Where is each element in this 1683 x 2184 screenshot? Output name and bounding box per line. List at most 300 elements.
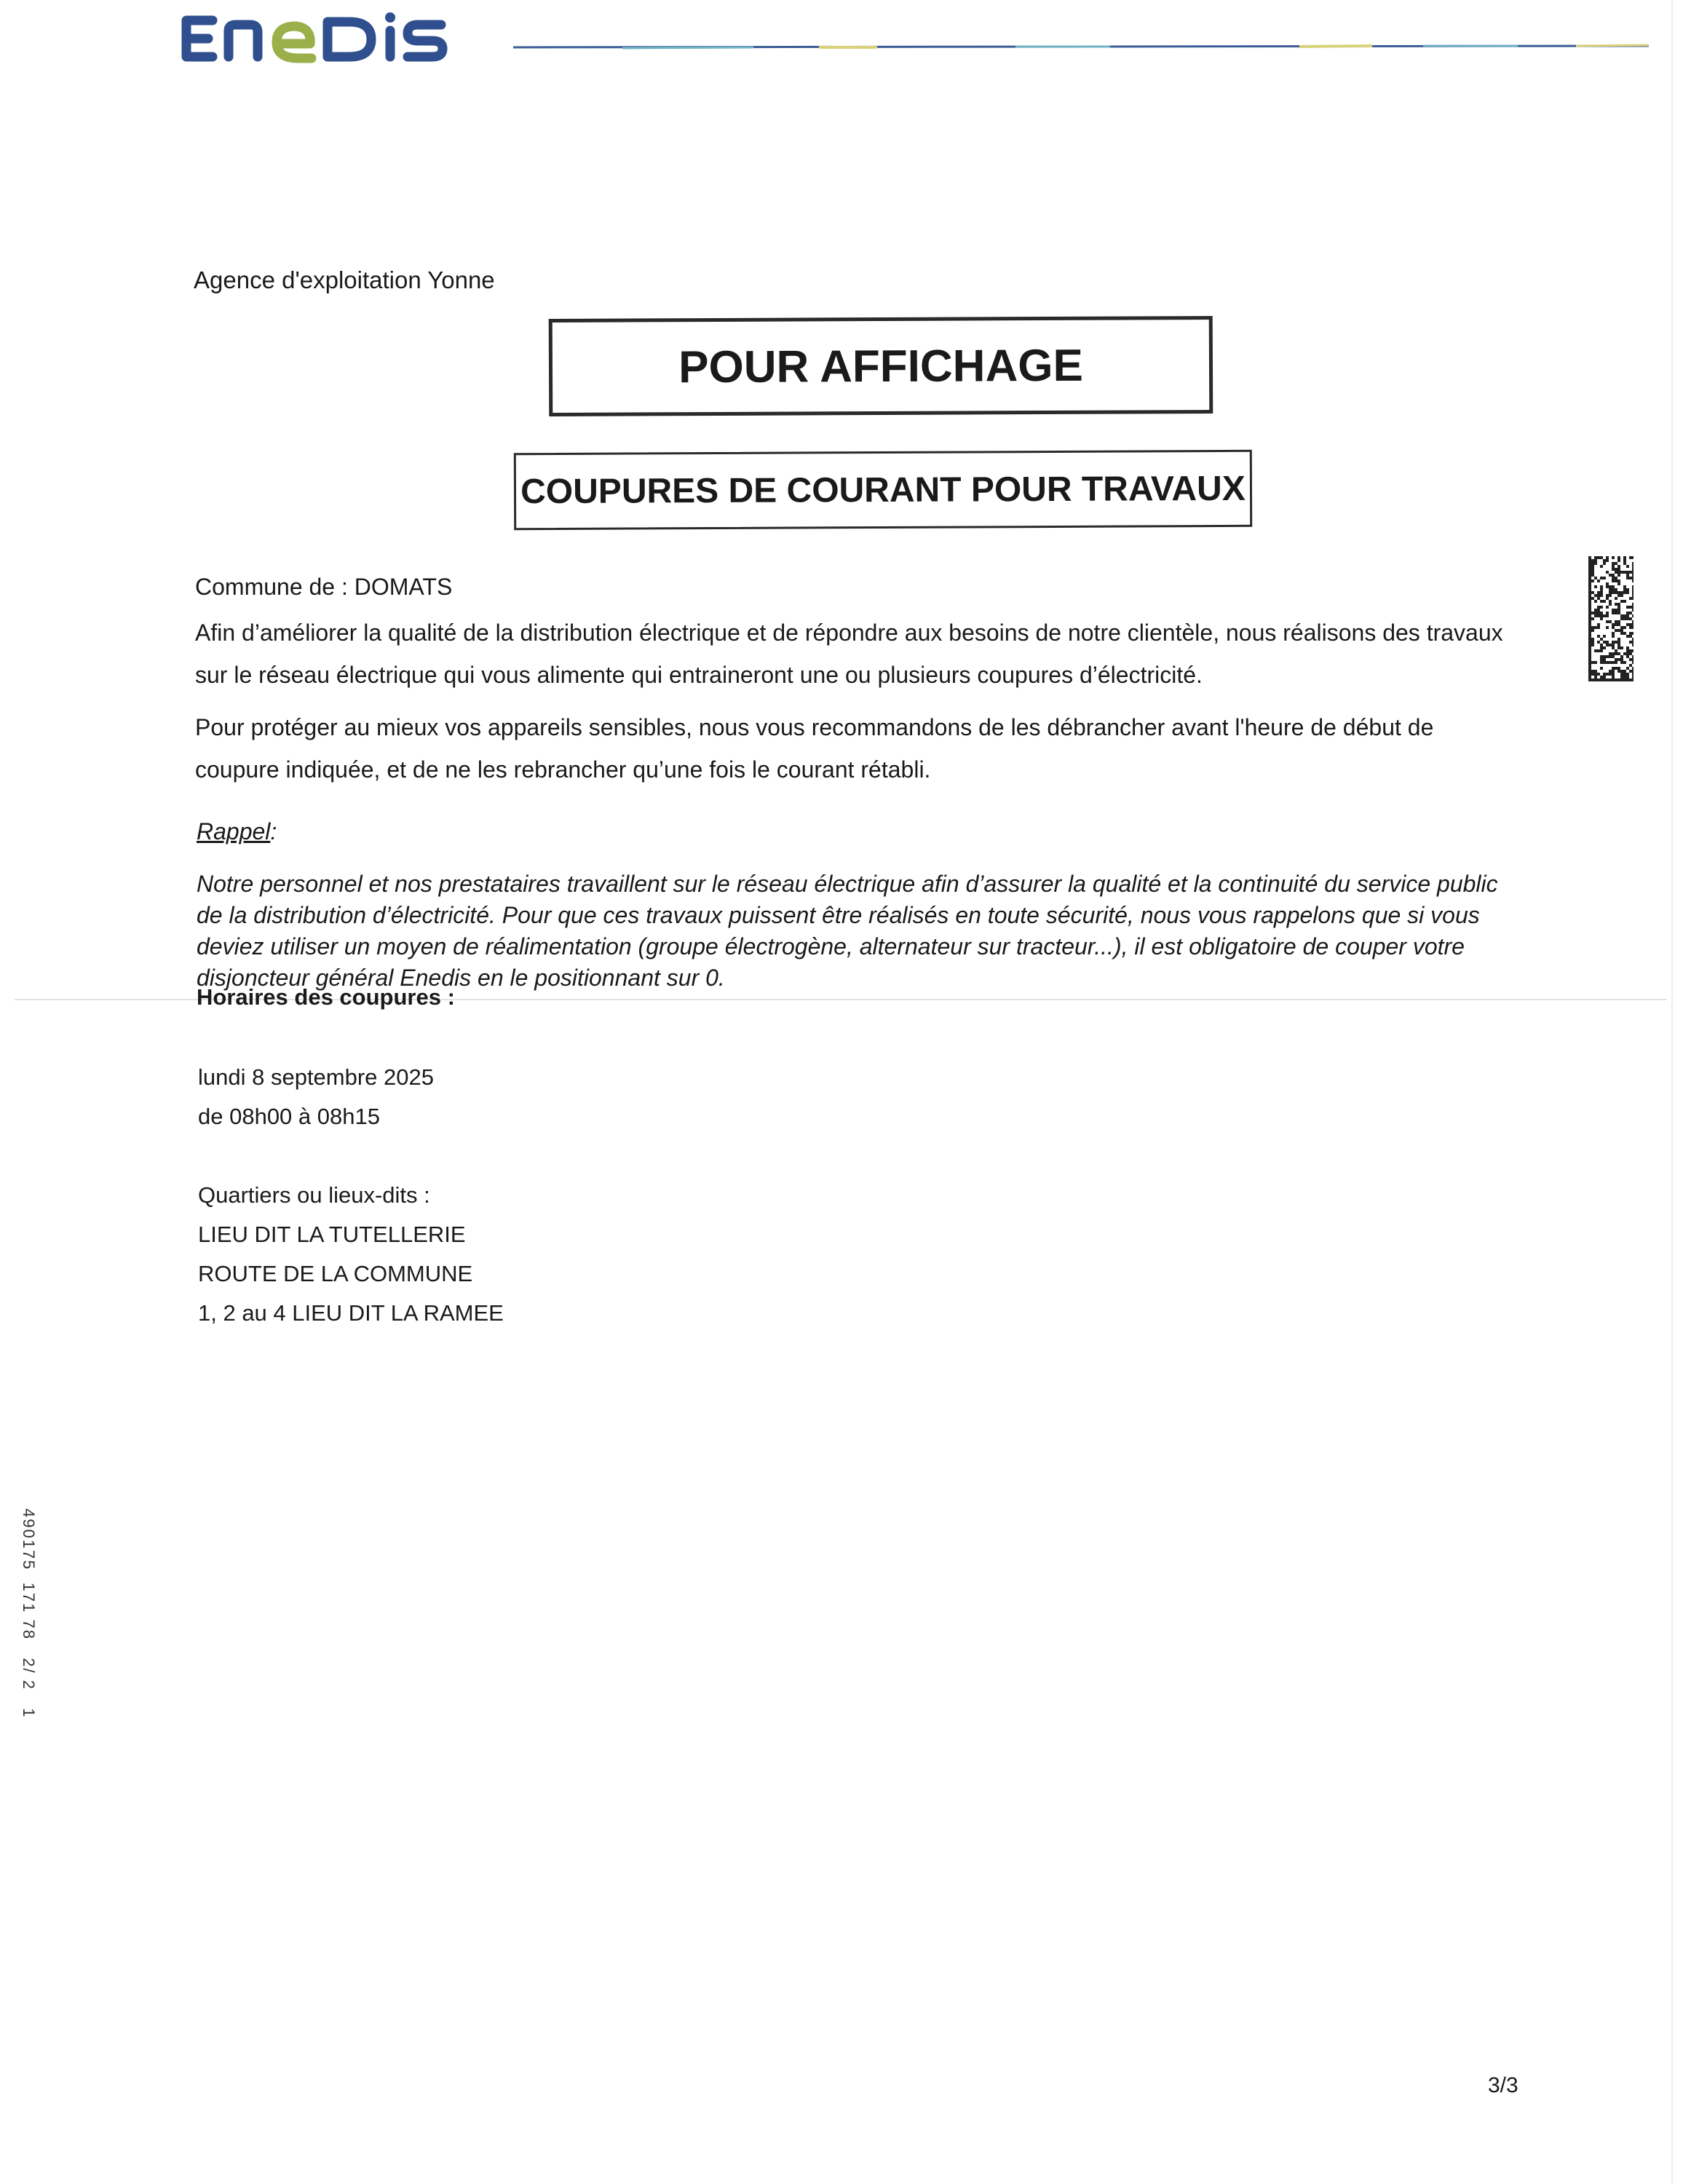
datamatrix-cell: [1612, 676, 1615, 678]
datamatrix-cell: [1617, 574, 1620, 577]
datamatrix-cell: [1632, 591, 1634, 594]
datamatrix-cell: [1600, 588, 1603, 591]
datamatrix-cell: [1612, 574, 1615, 577]
locations-heading: Quartiers ou lieux-dits :: [198, 1182, 430, 1208]
datamatrix-cell: [1588, 655, 1591, 658]
datamatrix-cell: [1629, 641, 1632, 644]
datamatrix-cell: [1588, 571, 1591, 574]
datamatrix-cell: [1626, 678, 1629, 681]
location-item: LIEU DIT LA TUTELLERIE: [198, 1222, 466, 1247]
datamatrix-cell: [1603, 658, 1606, 661]
datamatrix-cell: [1632, 585, 1634, 588]
datamatrix-cell: [1603, 641, 1606, 644]
datamatrix-cell: [1591, 644, 1594, 646]
datamatrix-cell: [1603, 600, 1606, 603]
datamatrix-cell: [1600, 591, 1603, 594]
datamatrix-cell: [1632, 594, 1634, 597]
datamatrix-cell: [1620, 629, 1623, 632]
datamatrix-cell: [1626, 606, 1629, 609]
recommendation-paragraph: Pour protéger au mieux vos appareils sensibles, nous vous recommandons de les débrancher avant l'heure de début de coupure indiquée, et de ne les rebrancher qu’une fois le courant rétabli.: [195, 714, 1434, 783]
datamatrix-cell: [1609, 652, 1612, 655]
datamatrix-cell: [1620, 670, 1623, 673]
datamatrix-cell: [1600, 646, 1603, 649]
datamatrix-cell: [1600, 655, 1603, 658]
datamatrix-cell: [1615, 620, 1617, 623]
datamatrix-cell: [1632, 606, 1634, 609]
datamatrix-cell: [1612, 565, 1615, 568]
datamatrix-cell: [1632, 579, 1634, 582]
datamatrix-cell: [1603, 559, 1606, 562]
datamatrix-cell: [1612, 591, 1615, 594]
datamatrix-cell: [1626, 655, 1629, 658]
datamatrix-cell: [1597, 606, 1600, 609]
datamatrix-cell: [1615, 641, 1617, 644]
datamatrix-cell: [1623, 670, 1626, 673]
datamatrix-cell: [1594, 600, 1597, 603]
datamatrix-cell: [1617, 678, 1620, 681]
datamatrix-cell: [1588, 626, 1591, 629]
datamatrix-cell: [1617, 670, 1620, 673]
datamatrix-cell: [1597, 609, 1600, 612]
datamatrix-cell: [1615, 591, 1617, 594]
document-reference-code: 490175 171 78 2/ 2 1: [20, 1508, 38, 1719]
datamatrix-cell: [1620, 626, 1623, 629]
datamatrix-cell: [1632, 577, 1634, 579]
datamatrix-cell: [1615, 678, 1617, 681]
datamatrix-cell: [1588, 664, 1591, 667]
datamatrix-cell: [1600, 617, 1603, 620]
datamatrix-cell: [1626, 646, 1629, 649]
datamatrix-cell: [1617, 620, 1620, 623]
datamatrix-cell: [1623, 673, 1626, 676]
datamatrix-cell: [1594, 626, 1597, 629]
datamatrix-cell: [1588, 620, 1591, 623]
datamatrix-cell: [1632, 649, 1634, 652]
datamatrix-cell: [1612, 678, 1615, 681]
datamatrix-cell: [1632, 623, 1634, 626]
datamatrix-cell: [1612, 646, 1615, 649]
datamatrix-cell: [1588, 667, 1591, 670]
datamatrix-cell: [1594, 559, 1597, 562]
datamatrix-cell: [1597, 594, 1600, 597]
datamatrix-cell: [1632, 667, 1634, 670]
datamatrix-cell: [1606, 594, 1609, 597]
datamatrix-cell: [1623, 585, 1626, 588]
datamatrix-cell: [1606, 641, 1609, 644]
datamatrix-cell: [1612, 585, 1615, 588]
datamatrix-cell: [1617, 568, 1620, 571]
datamatrix-cell: [1600, 612, 1603, 614]
datamatrix-cell: [1626, 676, 1629, 678]
datamatrix-cell: [1615, 579, 1617, 582]
datamatrix-cell: [1632, 644, 1634, 646]
datamatrix-cell: [1609, 591, 1612, 594]
datamatrix-cell: [1591, 638, 1594, 641]
datamatrix-cell: [1626, 588, 1629, 591]
datamatrix-cell: [1588, 609, 1591, 612]
datamatrix-cell: [1603, 661, 1606, 664]
datamatrix-cell: [1617, 591, 1620, 594]
location-item: 1, 2 au 4 LIEU DIT LA RAMEE: [198, 1300, 504, 1326]
datamatrix-cell: [1617, 556, 1620, 559]
datamatrix-cell: [1588, 556, 1591, 559]
datamatrix-cell: [1617, 658, 1620, 661]
datamatrix-cell: [1609, 594, 1612, 597]
datamatrix-cell: [1620, 594, 1623, 597]
datamatrix-cell: [1606, 661, 1609, 664]
datamatrix-cell: [1626, 635, 1629, 638]
datamatrix-cell: [1588, 577, 1591, 579]
datamatrix-cell: [1632, 614, 1634, 617]
rappel-text: Notre personnel et nos prestataires travaillent sur le réseau électrique afin d’assurer la qualité et la continuité du service public de la distribution d’électricité. Pour que ces travaux puissent être réalisés en toute sécurité, nous vous rappelons que si vous deviez utiliser un moyen de réalimentation (groupe électrogène, alternateur sur tracteur...), il est obligatoire de couper votre disjoncteur général Enedis en le positionnant sur 0.: [197, 871, 1498, 991]
datamatrix-cell: [1612, 673, 1615, 676]
datamatrix-cell: [1603, 614, 1606, 617]
datamatrix-cell: [1606, 614, 1609, 617]
datamatrix-cell: [1615, 612, 1617, 614]
datamatrix-cell: [1588, 629, 1591, 632]
datamatrix-cell: [1609, 655, 1612, 658]
datamatrix-cell: [1612, 661, 1615, 664]
datamatrix-cell: [1609, 585, 1612, 588]
datamatrix-cell: [1623, 591, 1626, 594]
datamatrix-cell: [1617, 565, 1620, 568]
datamatrix-cell: [1588, 591, 1591, 594]
datamatrix-cell: [1597, 614, 1600, 617]
datamatrix-cell: [1626, 577, 1629, 579]
datamatrix-cell: [1617, 667, 1620, 670]
datamatrix-cell: [1632, 620, 1634, 623]
datamatrix-cell: [1632, 597, 1634, 600]
datamatrix-cell: [1623, 678, 1626, 681]
datamatrix-cell: [1597, 641, 1600, 644]
datamatrix-cell: [1632, 574, 1634, 577]
datamatrix-cell: [1606, 582, 1609, 585]
datamatrix-cell: [1632, 638, 1634, 641]
datamatrix-cell: [1612, 655, 1615, 658]
datamatrix-cell: [1606, 556, 1609, 559]
datamatrix-cell: [1615, 658, 1617, 661]
datamatrix-cell: [1600, 577, 1603, 579]
datamatrix-cell: [1588, 562, 1591, 565]
datamatrix-cell: [1600, 565, 1603, 568]
datamatrix-cell: [1606, 678, 1609, 681]
datamatrix-cell: [1603, 655, 1606, 658]
datamatrix-cell: [1612, 644, 1615, 646]
datamatrix-cell: [1632, 556, 1634, 559]
datamatrix-cell: [1623, 562, 1626, 565]
datamatrix-cell: [1612, 568, 1615, 571]
datamatrix-cell: [1632, 641, 1634, 644]
datamatrix-cell: [1603, 562, 1606, 565]
datamatrix-cell: [1588, 646, 1591, 649]
datamatrix-cell: [1594, 614, 1597, 617]
page-number: 3/3: [1488, 2073, 1518, 2097]
datamatrix-cell: [1588, 606, 1591, 609]
datamatrix-cell: [1603, 678, 1606, 681]
datamatrix-cell: [1609, 670, 1612, 673]
datamatrix-cell: [1632, 626, 1634, 629]
datamatrix-cell: [1626, 623, 1629, 626]
datamatrix-cell: [1600, 649, 1603, 652]
datamatrix-cell: [1600, 600, 1603, 603]
datamatrix-cell: [1620, 661, 1623, 664]
datamatrix-cell: [1629, 612, 1632, 614]
datamatrix-cell: [1597, 579, 1600, 582]
datamatrix-cell: [1591, 673, 1594, 676]
datamatrix-cell: [1597, 649, 1600, 652]
schedule-time: de 08h00 à 08h15: [198, 1104, 380, 1129]
datamatrix-cell: [1612, 562, 1615, 565]
datamatrix-cell: [1632, 603, 1634, 606]
datamatrix-cell: [1612, 588, 1615, 591]
datamatrix-cell: [1620, 658, 1623, 661]
datamatrix-cell: [1603, 577, 1606, 579]
datamatrix-cell: [1606, 626, 1609, 629]
datamatrix-cell: [1588, 661, 1591, 664]
datamatrix-cell: [1591, 612, 1594, 614]
datamatrix-cell: [1609, 661, 1612, 664]
datamatrix-cell: [1617, 571, 1620, 574]
datamatrix-cell: [1597, 612, 1600, 614]
datamatrix-cell: [1588, 565, 1591, 568]
datamatrix-cell: [1609, 620, 1612, 623]
datamatrix-cell: [1617, 638, 1620, 641]
datamatrix-cell: [1626, 591, 1629, 594]
notice-subtitle: COUPURES DE COURANT POUR TRAVAUX: [514, 450, 1252, 530]
datamatrix-cell: [1603, 673, 1606, 676]
datamatrix-cell: [1632, 588, 1634, 591]
datamatrix-cell: [1629, 571, 1632, 574]
datamatrix-cell: [1594, 556, 1597, 559]
datamatrix-cell: [1629, 664, 1632, 667]
datamatrix-cell: [1588, 568, 1591, 571]
datamatrix-cell: [1594, 609, 1597, 612]
datamatrix-cell: [1632, 571, 1634, 574]
location-item: ROUTE DE LA COMMUNE: [198, 1261, 473, 1286]
datamatrix-cell: [1632, 678, 1634, 681]
datamatrix-cell: [1612, 609, 1615, 612]
datamatrix-cell: [1615, 649, 1617, 652]
datamatrix-cell: [1623, 626, 1626, 629]
datamatrix-cell: [1600, 658, 1603, 661]
datamatrix-cell: [1632, 670, 1634, 673]
datamatrix-cell: [1600, 667, 1603, 670]
datamatrix-cell: [1617, 579, 1620, 582]
datamatrix-cell: [1594, 577, 1597, 579]
datamatrix-cell: [1626, 652, 1629, 655]
datamatrix-cell: [1623, 556, 1626, 559]
datamatrix-cell: [1617, 609, 1620, 612]
datamatrix-cell: [1606, 559, 1609, 562]
datamatrix-cell: [1591, 629, 1594, 632]
datamatrix-cell: [1617, 603, 1620, 606]
datamatrix-cell: [1629, 678, 1632, 681]
rappel-body: [197, 837, 1507, 994]
datamatrix-cell: [1588, 617, 1591, 620]
datamatrix-cell: [1626, 673, 1629, 676]
datamatrix-cell: [1600, 606, 1603, 609]
rappel-label: Rappel: [197, 818, 271, 844]
datamatrix-cell: [1597, 626, 1600, 629]
datamatrix-cell: [1591, 571, 1594, 574]
datamatrix-cell: [1612, 612, 1615, 614]
datamatrix-cell: [1615, 603, 1617, 606]
datamatrix-cell: [1626, 565, 1629, 568]
datamatrix-cell: [1588, 676, 1591, 678]
datamatrix-cell: [1591, 661, 1594, 664]
datamatrix-cell: [1620, 678, 1623, 681]
datamatrix-cell: [1620, 591, 1623, 594]
datamatrix-cell: [1603, 676, 1606, 678]
datamatrix-cell: [1617, 582, 1620, 585]
datamatrix-cell: [1606, 571, 1609, 574]
datamatrix-cell: [1615, 562, 1617, 565]
datamatrix-cell: [1588, 673, 1591, 676]
datamatrix-cell: [1594, 562, 1597, 565]
datamatrix-cell: [1609, 600, 1612, 603]
datamatrix-cell: [1588, 649, 1591, 652]
datamatrix-cell: [1600, 638, 1603, 641]
datamatrix-cell: [1591, 617, 1594, 620]
datamatrix-cell: [1629, 556, 1632, 559]
datamatrix-cell: [1606, 612, 1609, 614]
datamatrix-cell: [1588, 600, 1591, 603]
datamatrix-cell: [1615, 588, 1617, 591]
datamatrix-cell: [1632, 661, 1634, 664]
datamatrix-cell: [1612, 635, 1615, 638]
datamatrix-cell: [1600, 644, 1603, 646]
datamatrix-cell: [1615, 609, 1617, 612]
datamatrix-cell: [1620, 646, 1623, 649]
datamatrix-cell: [1600, 676, 1603, 678]
datamatrix-cell: [1626, 614, 1629, 617]
datamatrix-cell: [1629, 649, 1632, 652]
datamatrix-cell: [1597, 556, 1600, 559]
datamatrix-cell: [1626, 612, 1629, 614]
enedis-logo: [178, 6, 491, 68]
datamatrix-cell: [1603, 635, 1606, 638]
datamatrix-cell: [1629, 577, 1632, 579]
datamatrix-cell: [1594, 585, 1597, 588]
datamatrix-cell: [1612, 632, 1615, 635]
datamatrix-cell: [1594, 678, 1597, 681]
datamatrix-cell: [1615, 577, 1617, 579]
datamatrix-cell: [1588, 594, 1591, 597]
datamatrix-cell: [1597, 591, 1600, 594]
datamatrix-cell: [1617, 641, 1620, 644]
datamatrix-cell: [1588, 652, 1591, 655]
datamatrix-cell: [1629, 652, 1632, 655]
datamatrix-cell: [1617, 623, 1620, 626]
scan-edge: [1671, 0, 1673, 2184]
datamatrix-cell: [1588, 582, 1591, 585]
datamatrix-cell: [1615, 667, 1617, 670]
datamatrix-cell: [1623, 600, 1626, 603]
datamatrix-cell: [1588, 574, 1591, 577]
datamatrix-cell: [1594, 594, 1597, 597]
datamatrix-cell: [1588, 579, 1591, 582]
datamatrix-cell: [1591, 678, 1594, 681]
datamatrix-cell: [1594, 649, 1597, 652]
datamatrix-cell: [1629, 617, 1632, 620]
datamatrix-cell: [1606, 644, 1609, 646]
datamatrix-cell: [1591, 641, 1594, 644]
datamatrix-cell: [1612, 641, 1615, 644]
datamatrix-cell: [1623, 661, 1626, 664]
datamatrix-cell: [1600, 678, 1603, 681]
datamatrix-cell: [1609, 588, 1612, 591]
datamatrix-cell: [1620, 655, 1623, 658]
datamatrix-cell: [1600, 661, 1603, 664]
datamatrix-cell: [1629, 597, 1632, 600]
datamatrix-cell: [1612, 670, 1615, 673]
datamatrix-cell: [1588, 641, 1591, 644]
datamatrix-cell: [1588, 678, 1591, 681]
datamatrix-cell: [1594, 661, 1597, 664]
datamatrix-cell: [1612, 652, 1615, 655]
datamatrix-cell: [1620, 600, 1623, 603]
datamatrix-cell: [1606, 585, 1609, 588]
datamatrix-cell: [1591, 597, 1594, 600]
datamatrix-cell: [1612, 579, 1615, 582]
datamatrix-cell: [1597, 597, 1600, 600]
datamatrix-cell: [1588, 612, 1591, 614]
datamatrix-cell: [1620, 676, 1623, 678]
datamatrix-cell: [1600, 614, 1603, 617]
datamatrix-cell: [1591, 670, 1594, 673]
datamatrix-cell: [1600, 594, 1603, 597]
datamatrix-cell: [1594, 670, 1597, 673]
datamatrix-cell: [1588, 635, 1591, 638]
datamatrix-cell: [1588, 632, 1591, 635]
datamatrix-cell: [1629, 635, 1632, 638]
datamatrix-cell: [1609, 574, 1612, 577]
datamatrix-cell: [1623, 571, 1626, 574]
datamatrix-cell: [1606, 606, 1609, 609]
header-rule: [513, 42, 1649, 52]
datamatrix-cell: [1632, 565, 1634, 568]
datamatrix-cell: [1600, 585, 1603, 588]
datamatrix-cell: [1623, 632, 1626, 635]
datamatrix-cell: [1615, 571, 1617, 574]
datamatrix-cell: [1597, 673, 1600, 676]
datamatrix-cell: [1591, 562, 1594, 565]
datamatrix-cell: [1606, 620, 1609, 623]
datamatrix-cell: [1632, 609, 1634, 612]
datamatrix-cell: [1588, 597, 1591, 600]
datamatrix-cell: [1609, 644, 1612, 646]
datamatrix-cell: [1632, 632, 1634, 635]
datamatrix-cell: [1629, 606, 1632, 609]
datamatrix-cell: [1591, 626, 1594, 629]
datamatrix-cell: [1594, 612, 1597, 614]
datamatrix-cell: [1617, 629, 1620, 632]
commune-line: Commune de : DOMATS: [195, 574, 453, 600]
datamatrix-cell: [1588, 614, 1591, 617]
datamatrix-cell: [1594, 676, 1597, 678]
datamatrix-cell: [1617, 644, 1620, 646]
datamatrix-cell: [1588, 559, 1591, 562]
notice-title: POUR AFFICHAGE: [549, 316, 1213, 416]
datamatrix-cell: [1591, 591, 1594, 594]
datamatrix-cell: [1600, 556, 1603, 559]
datamatrix-cell: [1620, 617, 1623, 620]
datamatrix-cell: [1588, 588, 1591, 591]
datamatrix-cell: [1629, 623, 1632, 626]
datamatrix-cell: [1594, 673, 1597, 676]
datamatrix-cell: [1620, 632, 1623, 635]
datamatrix-cell: [1617, 594, 1620, 597]
